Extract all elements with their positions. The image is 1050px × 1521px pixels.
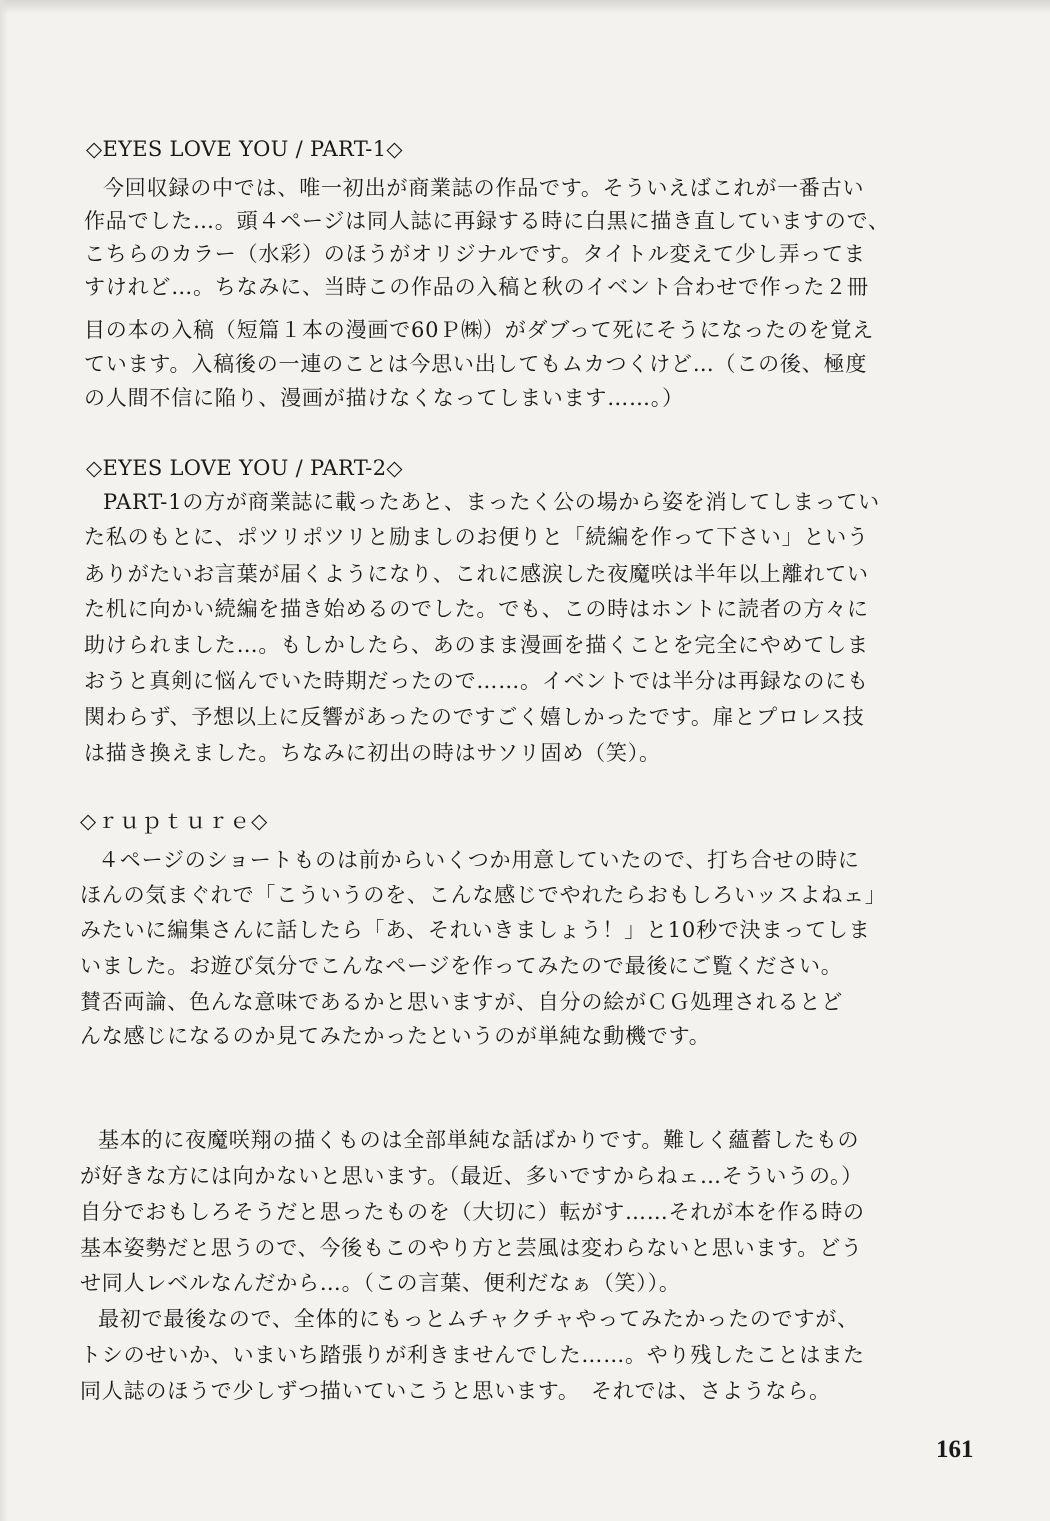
- scan-edge-top: [0, 0, 1050, 14]
- section-heading-part-1: ◇EYES LOVE YOU / PART-1◇: [86, 137, 403, 161]
- text-line: 関わらず、予想以上に反響があったのですごく嬉しかったです。扉とプロレス技: [84, 705, 865, 729]
- text-line: 自分でおもしろそうだと思ったものを（大切に）転がす……それが本を作る時の: [80, 1200, 865, 1224]
- text-line: 作品でした…。頭４ページは同人誌に再録する時に白黒に描き直していますので、: [84, 209, 890, 233]
- text-line: おうと真剣に悩んでいた時期だったので……。イベントでは半分は再録なのにも: [84, 669, 869, 693]
- text-line: が好きな方には向かないと思います。（最近、多いですからねェ…そういうの。）: [80, 1164, 864, 1188]
- section-heading-part-2: ◇EYES LOVE YOU / PART-2◇: [86, 456, 403, 480]
- text-line: 賛否両論、色んな意味であるかと思いますが、自分の絵がＣＧ処理されるとど: [80, 990, 843, 1014]
- text-line: すけれど…。ちなみに、当時この作品の入稿と秋のイベント合わせで作った２冊: [84, 275, 869, 299]
- text-line: ありがたいお言葉が届くようになり、これに感涙した夜魔咲は半年以上離れてい: [84, 562, 869, 586]
- text-line: 基本姿勢だと思うので、今後もこのやり方と芸風は変わらないと思います。どう: [80, 1236, 863, 1260]
- text-line: んな感じになるのか見てみたかったというのが単純な動機です。: [80, 1024, 711, 1048]
- page-number: 161: [936, 1436, 974, 1463]
- text-line: 基本的に夜魔咲翔の描くものは全部単純な話ばかりです。難しく蘊蓄したもの: [98, 1128, 860, 1152]
- text-line: PART-1の方が商業誌に載ったあと、まったく公の場から姿を消してしまってい: [103, 490, 880, 514]
- text-line: の人間不信に陥り、漫画が描けなくなってしまいます……。）: [84, 386, 684, 410]
- text-line: 助けられました…。もしかしたら、あのまま漫画を描くことを完全にやめてしま: [84, 633, 869, 657]
- scan-edge-left: [0, 0, 8, 1521]
- text-line: こちらのカラー（水彩）のほうがオリジナルです。タイトル変えて少し弄ってま: [84, 242, 866, 266]
- text-line: 目の本の入稿（短篇１本の漫画で60Ｐ㈱）がダブって死にそうになったのを覚え: [84, 318, 875, 342]
- text-line: ています。入稿後の一連のことは今思い出してもムカつくけど…（この後、極度: [84, 352, 868, 376]
- text-line: ほんの気まぐれで「こういうのを、こんな感じでやれたらおもしろいッスよねェ」: [80, 883, 887, 907]
- text-line: ４ページのショートものは前からいくつか用意していたので、打ち合せの時に: [98, 848, 860, 872]
- text-line: 同人誌のほうで少しずつ描いていこうと思います。 それでは、さようなら。: [80, 1379, 831, 1403]
- text-line: いました。お遊び気分でこんなページを作ってみたので最後にご覧ください。: [80, 954, 843, 978]
- text-line: 最初で最後なので、全体的にもっとムチャクチャやってみたかったのですが、: [98, 1307, 859, 1331]
- text-line: た私のもとに、ポツリポツリと励ましのお便りと「続編を作って下さい」という: [84, 525, 869, 549]
- text-line: トシのせいか、いまいち踏張りが利きませんでした……。やり残したことはまた: [80, 1343, 865, 1367]
- text-line: 今回収録の中では、唯一初出が商業誌の作品です。そういえばこれが一番古い: [103, 176, 865, 200]
- text-line: た机に向かい続編を描き始めるのでした。でも、この時はホントに読者の方々に: [84, 597, 869, 621]
- section-heading-rupture: ◇ｒｕｐｔｕｒｅ◇: [80, 809, 269, 833]
- text-line: は描き換えました。ちなみに初出の時はサソリ固め（笑）。: [84, 741, 661, 765]
- text-line: みたいに編集さんに話したら「あ、それいきましょう！」と10秒で決まってしま: [80, 918, 871, 942]
- text-line: せ同人レベルなんだから…。（この言葉、便利だなぁ（笑））。: [80, 1271, 681, 1295]
